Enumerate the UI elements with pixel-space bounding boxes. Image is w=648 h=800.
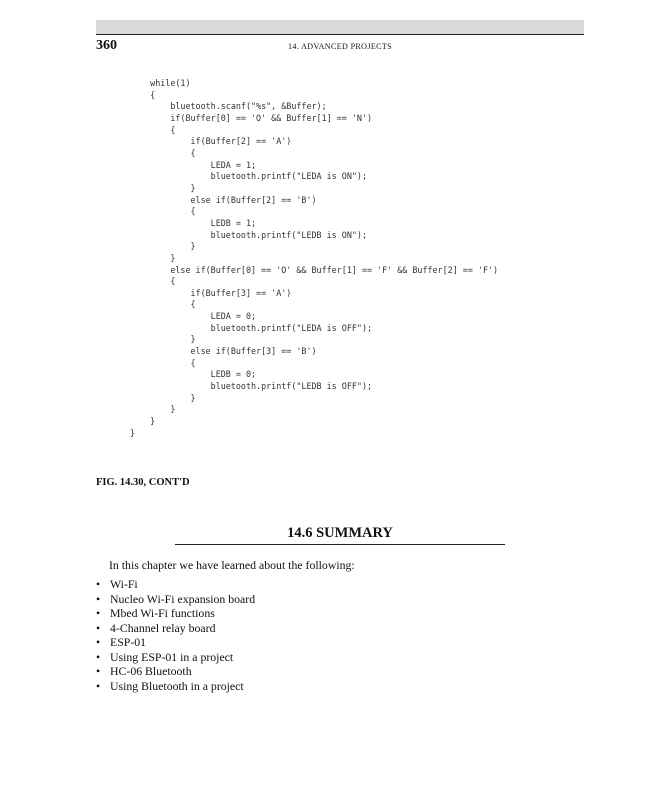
code-line: { [130, 124, 176, 135]
summary-item: • Using Bluetooth in a project [96, 679, 255, 694]
code-line: if(Buffer[2] == 'A') [130, 136, 292, 147]
code-line: else if(Buffer[0] == 'O' && Buffer[1] == 'F' && Buffer[2] == 'F') [130, 264, 499, 275]
code-listing [130, 78, 498, 439]
summary-item: • ESP-01 [96, 635, 255, 650]
code-line: } [130, 334, 196, 345]
code-line: LEDA = 0; [130, 311, 257, 322]
code-line: } [130, 392, 196, 403]
header-rule [96, 34, 584, 35]
code-line: { [130, 357, 196, 368]
code-line: if(Buffer[0] == 'O' && Buffer[1] == 'N') [130, 112, 373, 123]
summary-intro: In this chapter we have learned about the following: [109, 558, 355, 572]
summary-item: • Nucleo Wi-Fi expansion board [96, 592, 255, 607]
code-line: bluetooth.printf("LEDB is OFF"); [130, 381, 373, 392]
page-number: 360 [96, 38, 117, 53]
code-line: { [130, 89, 156, 100]
summary-item: • Using ESP-01 in a project [96, 650, 255, 665]
code-line: bluetooth.printf("LEDB is ON"); [130, 229, 367, 240]
code-line: } [130, 241, 196, 252]
code-line: LEDB = 0; [130, 369, 257, 380]
code-line: { [130, 147, 196, 158]
running-head: 14. ADVANCED PROJECTS [287, 42, 393, 51]
code-line: else if(Buffer[2] == 'B') [130, 194, 317, 205]
code-line: { [130, 276, 176, 287]
code-line: } [130, 404, 176, 415]
code-line: { [130, 206, 196, 217]
summary-list [96, 577, 255, 693]
code-line: bluetooth.printf("LEDA is OFF"); [130, 322, 373, 333]
figure-caption: FIG. 14.30, CONT'D [96, 477, 190, 488]
code-line: if(Buffer[3] == 'A') [130, 287, 292, 298]
code-line: } [130, 182, 196, 193]
code-line: LEDB = 1; [130, 217, 257, 228]
section-title: 14.6 SUMMARY [287, 525, 393, 541]
summary-item: • 4-Channel relay board [96, 621, 255, 636]
summary-item: • Mbed Wi-Fi functions [96, 606, 255, 621]
code-line: LEDA = 1; [130, 159, 257, 170]
code-line: bluetooth.printf("LEDA is ON"); [130, 171, 367, 182]
code-line: while(1) [130, 78, 191, 88]
section-rule [175, 544, 505, 545]
code-line: else if(Buffer[3] == 'B') [130, 346, 317, 357]
summary-item: • HC-06 Bluetooth [96, 664, 255, 679]
code-line: } [130, 252, 176, 263]
header-band [96, 20, 584, 34]
code-line: } [130, 427, 136, 438]
code-line: { [130, 299, 196, 310]
code-line: bluetooth.scanf("%s", &Buffer); [130, 101, 327, 112]
summary-item: • Wi-Fi [96, 577, 255, 592]
code-line: } [130, 416, 156, 427]
